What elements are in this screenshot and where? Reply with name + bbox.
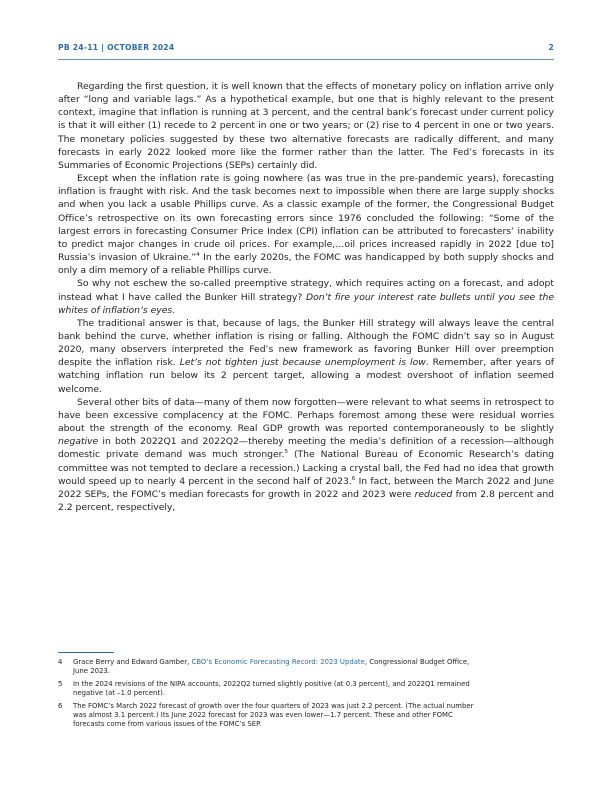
emphasis-text: reduced (414, 488, 453, 500)
footnote-number: 4 (58, 658, 63, 666)
footnote-ref: 5 (284, 449, 289, 456)
text-run: from 2.8 percent and 2.2 percent, respectively, (58, 488, 554, 513)
footnote (58, 658, 478, 676)
report-id: PB 24-11 | OCTOBER 2024 (58, 43, 175, 52)
emphasis-text: Don’t fire your interest rate bullets until you see the whites of inflation’s eyes (58, 291, 554, 316)
footnote-number: 5 (58, 680, 63, 688)
text-run: , Congressional Budget Office, June 2023. (73, 658, 470, 675)
text-run: Regarding the first question, it is well known that the effects of monetary policy on inflation arrive only after “long and variable lags.” As a hypothetical example, but one that is highly relevant to the present context, imagine that inflation is running at 3 percent, and the central bank’s forecast under current policy is that it will either (1) recede to 2 percent in one or two years; or (2) rise to 4 percent in one or two years. The monetary policies suggested by these two alternative forecasts are radically different, and many forecasts in early 2022 looked more like the former rather than the latter. The Fed’s forecasts in its Summaries of Economic Projections (SEPs) certainly did. (58, 81, 554, 171)
text-run: The traditional answer is that, because of lags, the Bunker Hill strategy will always leave the central bank behind the curve, whether inflation is rising or falling. Although the FOMC didn’t say so in August 2020, many observers interpreted the Fed’s new framework as favoring Bunker Hill over preemption despite the inflation risk. (58, 317, 554, 369)
body-paragraph (58, 396, 554, 514)
text-run: in both 2022Q1 and 2022Q2—thereby meeting the media’s definition of a recession—although domestic private demand was much stronger. (58, 436, 554, 461)
footnotes (58, 658, 478, 733)
text-run: . (172, 304, 176, 316)
page-number: 2 (548, 43, 554, 52)
footnote-ref: 4 (196, 251, 200, 258)
footnote-text (73, 702, 478, 729)
page-header (58, 43, 554, 60)
footnote-number: 6 (58, 702, 63, 710)
body-paragraph (58, 80, 554, 172)
emphasis-text: negative (58, 436, 99, 448)
footnote-divider (58, 652, 114, 653)
footnote-text (73, 680, 478, 698)
text-run: In the 2024 revisions of the NIPA accounts, 2022Q2 turned slightly positive (at 0.3 percent), and 2022Q1 remained negative (at –1.0 percent). (73, 680, 470, 697)
text-run: Grace Berry and Edward Gamber, (73, 658, 192, 666)
text-run: In the early 2020s, the FOMC was handicapped by both supply shocks and only a dim memory of a reliable Phillips curve. (58, 252, 554, 277)
text-run: Several other bits of data—many of them now forgotten—were relevant to what seems in retrospect to have been excessive complacency at the FOMC. Perhaps foremost among these were residual worries about the strength of the economy. Real GDP growth was reported contemporaneously to be slightly (58, 396, 554, 435)
emphasis-text: Let’s not tighten just because unemployment is low (179, 357, 426, 369)
text-run: Except when the inflation rate is going nowhere (as was true in the pre-pandemic years), forecasting inflation is fraught with risk. And the task becomes next to impossible when there are large supply shocks and when you lack a usable Phillips curve. As a classic example of the former, the Congressional Budget Office’s retrospective on its own forecasting errors since 1976 concluded the following: “Some of the largest errors in forecasting Consumer Price Index (CPI) inflation can be attributed to forecasters’ inability to predict major changes in crude oil prices. For example,…oil prices increased rapidly in 2022 [due to] Russia’s invasion of Ukraine.” (58, 173, 554, 264)
footnote-ref: 6 (351, 475, 356, 482)
footnote (58, 680, 478, 698)
text-run: So why not eschew the so-called preemptive strategy, which requires acting on a forecast, and adopt instead what I have called the Bunker Hill strategy? (58, 278, 554, 303)
body-paragraph (58, 172, 554, 277)
text-run: In fact, between the March 2022 and June 2022 SEPs, the FOMC’s median forecasts for growth in 2022 and 2023 were (58, 475, 554, 500)
body-paragraph (58, 317, 554, 396)
text-run: The FOMC’s March 2022 forecast of growth over the four quarters of 2023 was just 2.2 percent. (The actual number was almost 3.1 percent.) Its June 2022 forecast for 2023 was even lower—1.7 percent. These and other FOMC forecasts come from various issues of the FOMC’s SEP. (73, 702, 474, 728)
footnote (58, 702, 478, 729)
footnote-text (73, 658, 478, 676)
text-run: . Remember, after years of watching inflation run below its 2 percent target, allowing a modest overshoot of inflation seemed welcome. (58, 357, 554, 395)
text-run: (The National Bureau of Economic Research’s dating committee was not tempted to declare a recession.) Lacking a crystal ball, the Fed had no idea that growth would speed up to nearly 4 percent in the second half of 2023. (58, 449, 555, 487)
body-paragraph (58, 277, 554, 316)
body-text (58, 80, 554, 514)
footnote-link[interactable]: CBO’s Economic Forecasting Record: 2023 Update (191, 658, 365, 666)
